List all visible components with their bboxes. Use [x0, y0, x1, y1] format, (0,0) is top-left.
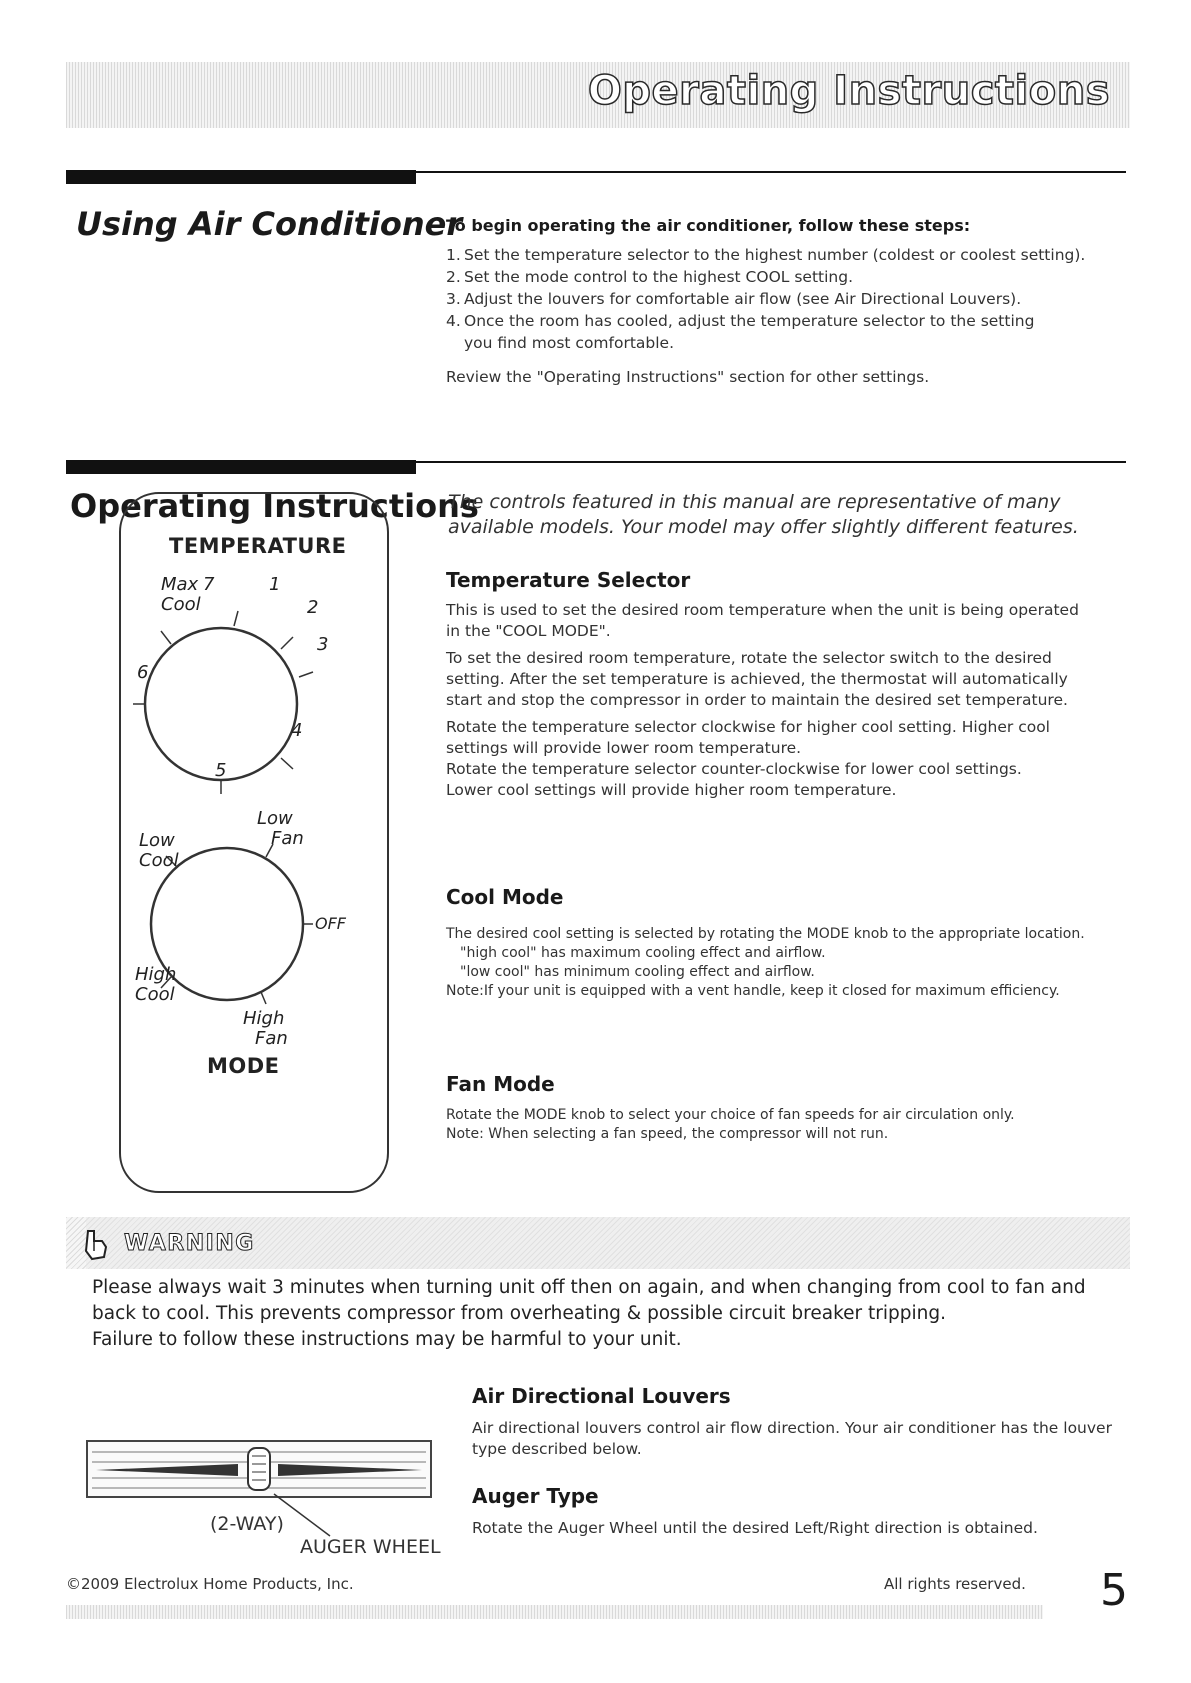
low-cool-label-1: Low: [139, 830, 175, 851]
warning-hand-icon: [80, 1229, 110, 1261]
section-rule-thick: [66, 170, 416, 184]
warning-line-1: Please always wait 3 minutes when turning unit off then on again, and when changing from cool to fan and back to cool. This prevents compressor from overheating & possible circuit breaker tripping.: [92, 1277, 1086, 1324]
louver-illustration: [86, 1440, 432, 1498]
temp-number-2: 2: [307, 597, 319, 618]
warning-title: WARNING: [124, 1231, 255, 1256]
high-fan-label-1: High: [243, 1008, 285, 1029]
temp-selector-p1: This is used to set the desired room temperature when the unit is being operated in the "COOL MODE".: [446, 601, 1079, 640]
operating-title: Operating Instructions: [70, 487, 479, 525]
section-rule-thin: [416, 171, 1126, 173]
max-label: Max: [161, 574, 199, 595]
fan-mode-p2: Note: When selecting a fan speed, the compressor will not run.: [446, 1126, 889, 1142]
cool-label: Cool: [161, 594, 201, 615]
auger-title: Auger Type: [472, 1484, 599, 1508]
using-title: Using Air Conditioner: [76, 205, 463, 243]
using-steps: [446, 244, 1126, 354]
temp-number-7: 7: [203, 574, 215, 595]
temp-selector-body: [446, 600, 1096, 801]
off-label: OFF: [315, 914, 346, 933]
mode-label: MODE: [207, 1054, 280, 1078]
high-fan-label-2: Fan: [255, 1028, 288, 1049]
low-cool-label-2: Cool: [139, 850, 179, 871]
temp-selector-p5: Lower cool settings will provide higher room temperature.: [446, 781, 897, 799]
louvers-title: Air Directional Louvers: [472, 1384, 731, 1408]
fan-mode-p1: Rotate the MODE knob to select your choice of fan speeds for air circulation only.: [446, 1107, 1015, 1123]
temp-selector-p3: Rotate the temperature selector clockwise for higher cool setting. Higher cool settings will provide lower room temperature.: [446, 718, 1050, 757]
cool-mode-p1: The desired cool setting is selected by rotating the MODE knob to the appropriate location.: [446, 926, 1085, 942]
temp-number-5: 5: [215, 760, 227, 781]
step-item: 3. Adjust the louvers for comfortable air flow (see Air Directional Louvers).: [446, 290, 1022, 308]
footer-band: [66, 1605, 1043, 1619]
warning-line-2: Failure to follow these instructions may be harmful to your unit.: [92, 1329, 682, 1350]
high-cool-label-1: High: [135, 964, 177, 985]
louver-wheel-label: AUGER WHEEL: [300, 1536, 441, 1558]
step-item: 4. Once the room has cooled, adjust the temperature selector to the setting you find most comfortable.: [446, 312, 1035, 352]
section-rule-thin: [416, 461, 1126, 463]
temp-number-4: 4: [291, 720, 303, 741]
temp-selector-p2: To set the desired room temperature, rotate the selector switch to the desired setting. After the set temperature is achieved, the thermostat will automatically start and stop the compressor in order to maintain the desired set temperature.: [446, 649, 1068, 709]
cool-mode-p4: Note:If your unit is equipped with a vent handle, keep it closed for maximum efficiency.: [446, 983, 1060, 999]
temp-selector-p4: Rotate the temperature selector counter-clockwise for lower cool settings.: [446, 760, 1022, 778]
footer-copyright: ©2009 Electrolux Home Products, Inc.: [66, 1575, 354, 1593]
page-number: 5: [1100, 1565, 1128, 1616]
cool-mode-body: [446, 925, 1136, 1001]
using-review: Review the "Operating Instructions" section for other settings.: [446, 368, 930, 386]
control-panel-diagram: [119, 492, 389, 1193]
temperature-dial-icon: [145, 628, 297, 780]
warning-box: [66, 1217, 1130, 1367]
low-fan-label-2: Fan: [271, 828, 304, 849]
fan-mode-title: Fan Mode: [446, 1072, 555, 1096]
louver-icon: [88, 1442, 430, 1496]
section-rule-thick: [66, 460, 416, 474]
fan-mode-body: [446, 1106, 1136, 1144]
temp-number-1: 1: [269, 574, 281, 595]
step-item: 2. Set the mode control to the highest COOL setting.: [446, 268, 853, 286]
louver-way-label: (2-WAY): [210, 1513, 284, 1535]
auger-text: Rotate the Auger Wheel until the desired Left/Right direction is obtained.: [472, 1519, 1038, 1537]
using-intro: To begin operating the air conditioner, follow these steps:: [446, 216, 971, 235]
temperature-label: TEMPERATURE: [169, 534, 347, 558]
cool-mode-title: Cool Mode: [446, 885, 564, 909]
temp-number-3: 3: [317, 634, 329, 655]
low-fan-label-1: Low: [257, 808, 293, 829]
louvers-text: Air directional louvers control air flow direction. Your air conditioner has the louver type described below.: [472, 1419, 1112, 1458]
step-item: 1. Set the temperature selector to the highest number (coldest or coolest setting).: [446, 246, 1086, 264]
header-title: Operating Instructions: [587, 68, 1110, 114]
high-cool-label-2: Cool: [135, 984, 175, 1005]
header-band: [66, 62, 1130, 128]
temp-number-6: 6: [137, 662, 149, 683]
operating-intro: The controls featured in this manual are representative of many available models. Your model may offer slightly different features.: [448, 491, 1079, 538]
cool-mode-p2: "high cool" has maximum cooling effect and airflow.: [460, 945, 826, 961]
cool-mode-p3: "low cool" has minimum cooling effect and airflow.: [460, 964, 815, 980]
warning-text: [92, 1275, 1112, 1353]
footer-rights: All rights reserved.: [884, 1575, 1026, 1593]
temp-selector-title: Temperature Selector: [446, 568, 691, 592]
